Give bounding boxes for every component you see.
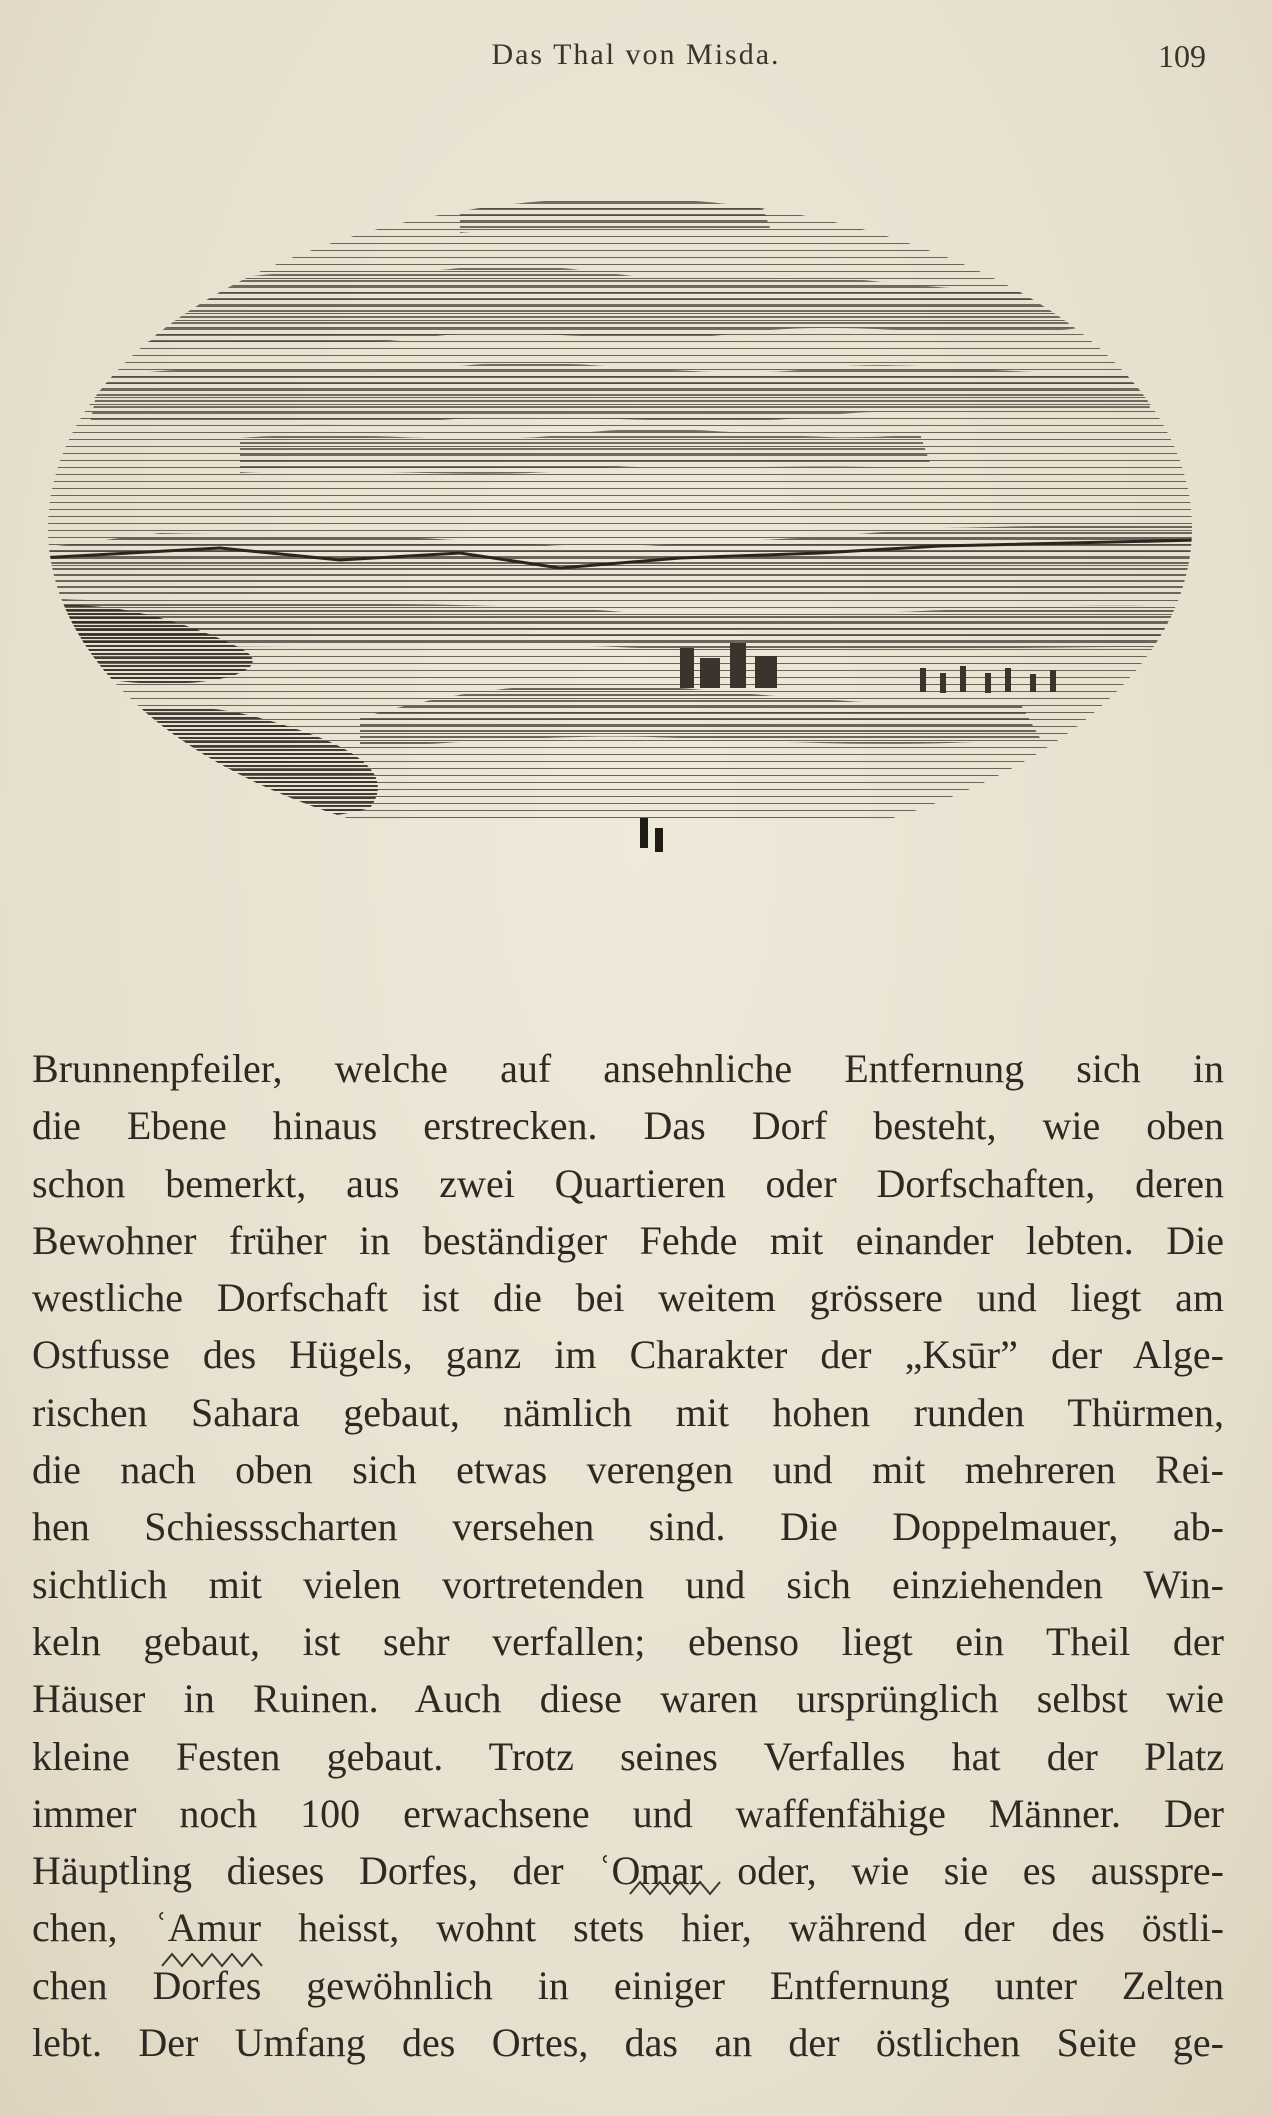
text-line: sichtlich mit vielen vortretenden und sich einziehenden Win-: [32, 1561, 1224, 1607]
text-line: hen Schiessscharten versehen sind. Die Doppelmauer, ab-: [32, 1504, 1224, 1550]
body-text: [32, 1040, 1224, 2071]
text-line: Häuptling dieses Dorfes, der ʿOmar oder, wie sie es ausspre-: [32, 1848, 1224, 1894]
text-line: die Ebene hinaus erstrecken. Das Dorf besteht, wie oben: [32, 1103, 1224, 1149]
text-line: chen, ʿAmur heisst, wohnt stets hier, während der des östli-: [32, 1905, 1224, 1951]
text-line: Brunnenpfeiler, welche auf ansehnliche Entfernung sich in: [32, 1046, 1224, 1091]
text-line: rischen Sahara gebaut, nämlich mit hohen runden Thürmen,: [32, 1389, 1224, 1435]
text-line: immer noch 100 erwachsene und waffenfähige Männer. Der: [32, 1790, 1224, 1836]
text-line: chen Dorfes gewöhnlich in einiger Entfernung unter Zelten: [32, 1962, 1224, 2008]
text-line: keln gebaut, ist sehr verfallen; ebenso liegt ein Theil der: [32, 1618, 1224, 1664]
figures: [640, 818, 663, 852]
text-line: schon bemerkt, aus zwei Quartieren oder Dorfschaften, deren: [32, 1160, 1224, 1206]
text-line: kleine Festen gebaut. Trotz seines Verfalles hat der Platz: [32, 1733, 1224, 1779]
text-line: lebt. Der Umfang des Ortes, das an der östlichen Seite ge-: [32, 2020, 1224, 2066]
text-line: die nach oben sich etwas verengen und mit mehreren Rei-: [32, 1447, 1224, 1493]
page-number: 109: [1158, 38, 1206, 74]
sky: [40, 128, 1200, 568]
running-title: Das Thal von Misda.: [491, 38, 781, 71]
landscape-engraving: [40, 128, 1200, 1028]
engraving-scene: [40, 128, 1200, 1028]
text-line: Ostfusse des Hügels, ganz im Charakter der „Ksūr” der Alge-: [32, 1332, 1224, 1378]
running-head: [0, 38, 1272, 88]
foreground-rocks: [200, 886, 825, 1028]
text-line: Bewohner früher in beständiger Fehde mit einander lebten. Die: [32, 1217, 1224, 1263]
text-line: Häuser in Ruinen. Auch diese waren ursprünglich selbst wie: [32, 1676, 1224, 1722]
text-line: westliche Dorfschaft ist die bei weitem grössere und liegt am: [32, 1275, 1224, 1321]
